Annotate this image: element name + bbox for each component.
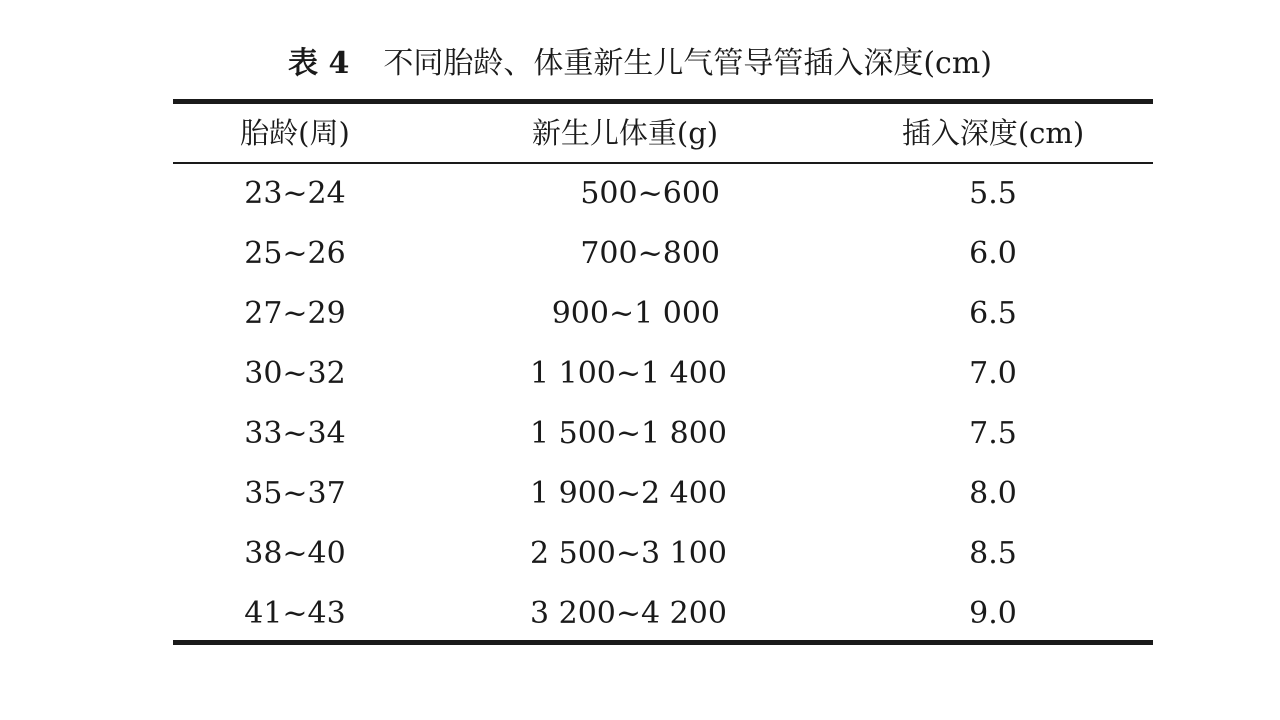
header-birth-weight: 新生儿体重(g) [531, 116, 719, 150]
cell-insertion-depth: 7.5 [969, 416, 1017, 451]
cell-gestational-age: 23~24 [244, 176, 346, 211]
cell-gestational-age: 25~26 [244, 236, 346, 271]
cell-insertion-depth: 6.5 [969, 296, 1017, 331]
cell-gestational-age: 27~29 [244, 296, 346, 331]
cell-birth-weight: 1 500~1 800 [530, 416, 727, 451]
bottom-rule [173, 640, 1153, 645]
table-number: 表 4 [288, 46, 350, 81]
cell-birth-weight: 3 200~4 200 [530, 596, 727, 631]
cell-gestational-age: 41~43 [244, 596, 346, 631]
cell-birth-weight: 2 500~3 100 [530, 536, 727, 571]
cell-gestational-age: 38~40 [244, 536, 346, 571]
cell-gestational-age: 33~34 [244, 416, 346, 451]
cell-birth-weight: 1 100~1 400 [530, 356, 727, 391]
cell-birth-weight: 1 900~2 400 [530, 476, 727, 511]
cell-insertion-depth: 6.0 [969, 236, 1017, 271]
table-title: 不同胎龄、体重新生儿气管导管插入深度(cm) [383, 46, 992, 81]
cell-birth-weight: 700~800 [580, 236, 720, 271]
table-caption [0, 36, 1280, 92]
header-gestational-age: 胎龄(周) [240, 116, 350, 150]
cell-insertion-depth: 5.5 [969, 176, 1017, 211]
cell-gestational-age: 30~32 [244, 356, 346, 391]
cell-insertion-depth: 8.5 [969, 536, 1017, 571]
cell-insertion-depth: 7.0 [969, 356, 1017, 391]
header-insertion-depth: 插入深度(cm) [901, 116, 1085, 150]
cell-insertion-depth: 9.0 [969, 596, 1017, 631]
cell-birth-weight: 900~1 000 [551, 296, 720, 331]
cell-birth-weight: 500~600 [580, 176, 720, 211]
cell-insertion-depth: 8.0 [969, 476, 1017, 511]
cell-gestational-age: 35~37 [244, 476, 346, 511]
